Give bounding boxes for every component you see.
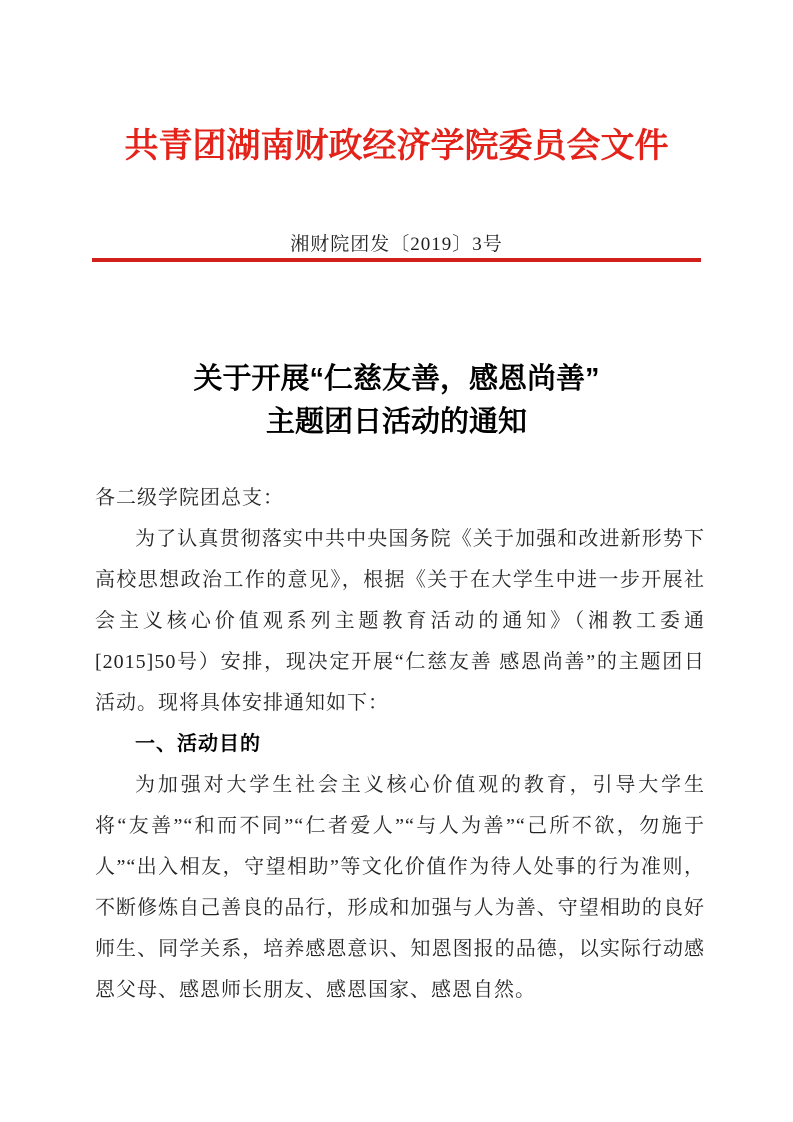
- document-body: [95, 478, 705, 1011]
- document-title-line2: 主题团日活动的通知: [265, 406, 527, 438]
- red-divider-line: [92, 258, 701, 262]
- document-title: [0, 358, 793, 444]
- purpose-paragraph: 为加强对大学生社会主义核心价值观的教育，引导大学生将“友善”“和而不同”“仁者爱人”“与人为善”“己所不欲，勿施于人”“出入相友，守望相助”等文化价值作为待人处事的行为准则，不断修炼自己善良的品行，形成和加强与人为善、守望相助的良好师生、同学关系，培养感恩意识、知恩图报的品德，以实际行动感恩父母、感恩师长朋友、感恩国家、感恩自然。: [95, 774, 705, 1001]
- document-title-line1: 关于开展“仁慈友善，感恩尚善”: [193, 363, 600, 395]
- red-header-org-title: 共青团湖南财政经济学院委员会文件: [124, 128, 669, 165]
- doc-issue-number: 湘财院团发〔2019〕3号: [290, 234, 503, 255]
- section-heading-activity-purpose: 一、活动目的: [135, 733, 261, 755]
- salutation-line: 各二级学院团总支：: [95, 487, 284, 509]
- intro-paragraph: 为了认真贯彻落实中共中央国务院《关于加强和改进新形势下高校思想政治工作的意见》，根据《关于在大学生中进一步开展社会主义核心价值观系列主题教育活动的通知》（湘教工委通[2015]50号）安排，现决定开展“仁慈友善 感恩尚善”的主题团日活动。现将具体安排通知如下：: [95, 528, 705, 714]
